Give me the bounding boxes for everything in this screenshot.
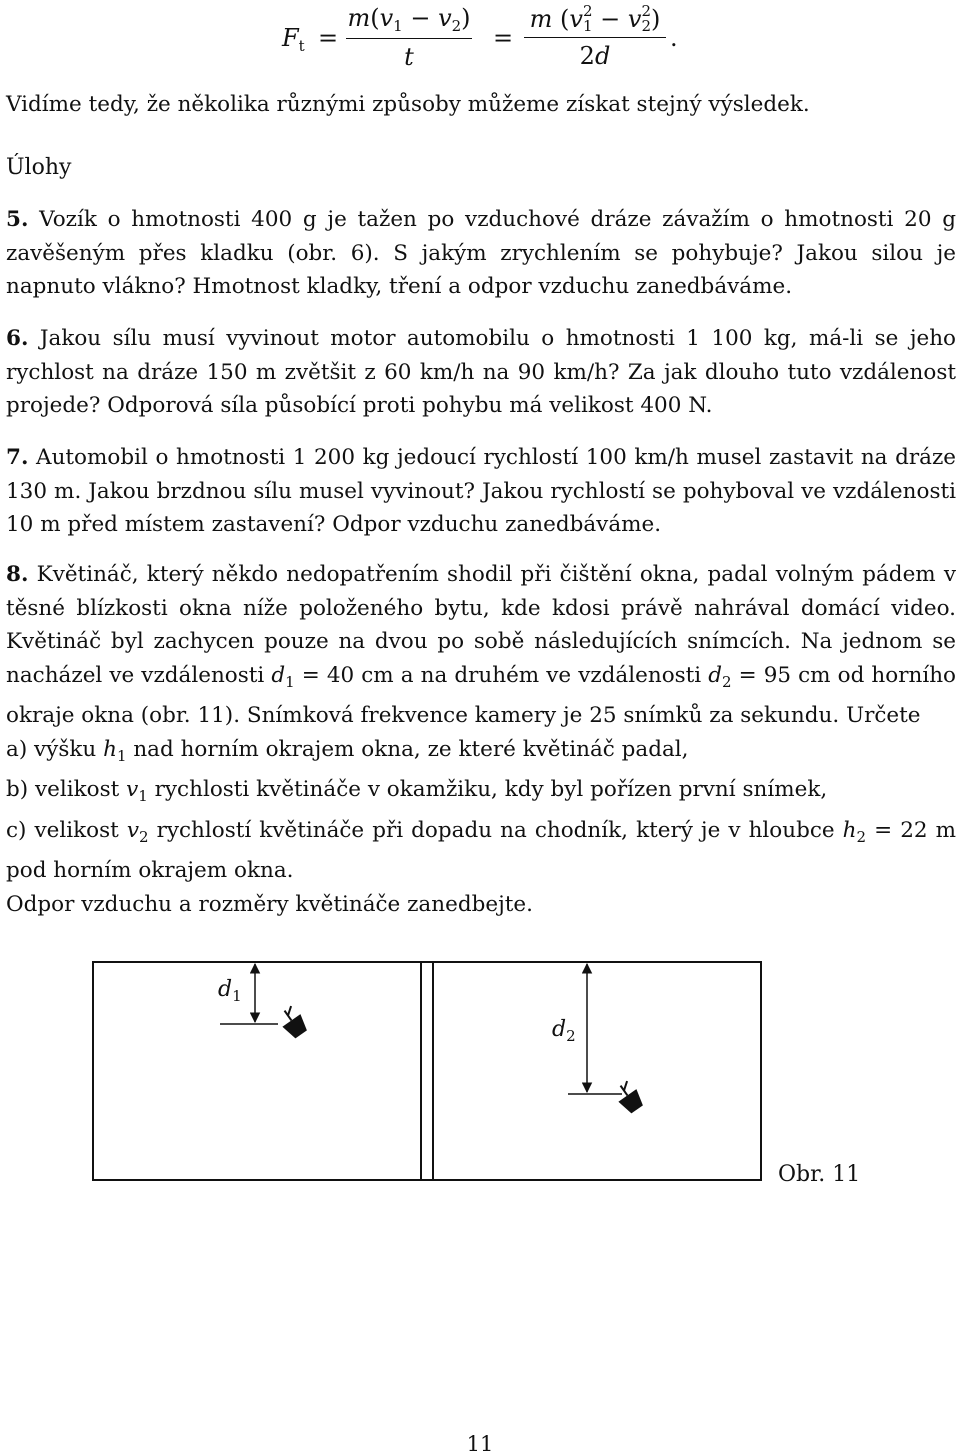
intro-paragraph: Vidíme tedy, že několika různými způsoby můžeme získat stejný výsledek. [6,92,810,117]
closing-note: Odpor vzduchu a rozměry květináče zanedbejte. [6,891,533,917]
fraction-bar [346,38,472,39]
section-heading: Úlohy [6,155,72,180]
problem-number: 8. [6,562,29,587]
subtask-a: a) výšku $h_1$ nad horním okrajem okna, ze které květináč padal, [6,736,689,765]
problem-number: 6. [6,326,29,351]
force-equation [282,4,702,74]
fraction-numerator: m (v 2 1 − v 2 2 ) [529,2,661,35]
distance-arrow-d2 [568,964,622,1094]
equals-sign: = [493,24,514,52]
problem-6 [6,322,956,423]
problem-8 [6,558,956,921]
problem-text: Automobil o hmotnosti 1 200 kg jedoucí rychlostí 100 km/h musel zastavit na dráze 130 m. Jakou brzdnou sílu musel vyvinout? Jakou rychlostí se pohyboval ve vzdálenosti 10 m před místem zastavení? Odpor vzduchu zanedbáváme. [6,445,956,537]
flower-pot-icon [612,1079,647,1115]
problem-text: Vozík o hmotnosti 400 g je tažen po vzduchové dráze závažím o hmotnosti 20 g zavěšeným přes kladku (obr. 6). S jakým zrychlením se pohybuje? Jakou silou je napnuto vlákno? Hmotnost kladky, tření a odpor vzduchu zanedbáváme. [6,207,956,299]
problem-8-statement: 8. Květináč, který někdo nedopatřením shodil při čištění okna, padal volným pádem v těsné blízkosti okna níže položeného bytu, kde kdosi právě nahrával domácí video. Květináč byl zachycen pouze na dvou po sobě následujících snímcích. Na jednom se nacházel ve vzdálenosti $d_1 = 40$ cm a na druhém ve vzdálenosti $d_2 = 95$ cm od horního okraje okna (obr. 11). Snímková frekvence kamery je 25 snímků za sekundu. Určete [6,562,956,728]
figure-caption: Obr. 11 [778,1162,861,1187]
equation-period: . [670,24,678,52]
flower-pot-icon [276,1004,311,1040]
problem-5 [6,203,956,304]
equals-sign: = [318,24,339,52]
problem-number: 5. [6,207,29,232]
fraction-bar [524,37,666,38]
fraction-denominator: t [404,43,414,71]
label-d1: $d_1$ [218,977,242,1005]
problem-number: 7. [6,445,29,470]
equation-lhs: $F_t$ [282,24,305,55]
problem-text: Jakou sílu musí vyvinout motor automobilu o hmotnosti 1 100 kg, má-li se jeho rychlost na dráze 150 m zvětšit z 60 km/h na 90 km/h? Za jak dlouho tuto vzdálenost projede? Odporová síla působící proti pohybu má velikost 400 N. [6,326,956,418]
fraction-energy [524,4,666,70]
problem-7 [6,441,956,542]
subtask-b: b) velikost $v_1$ rychlosti květináče v okamžiku, kdy byl pořízen první snímek, [6,777,828,805]
figure-11 [0,940,960,1210]
subtask-c: c) velikost $v_2$ rychlostí květináče při dopadu na chodník, který je v hloubce $h_2 = 22$ m pod horním okrajem okna. [6,817,956,883]
page-number: 11 [466,1432,494,1456]
fraction-momentum [346,4,472,71]
label-d2: $d_2$ [552,1017,576,1045]
fraction-numerator: $m(v_1 - v_2)$ [347,4,471,35]
fraction-denominator: 2d [579,42,611,70]
